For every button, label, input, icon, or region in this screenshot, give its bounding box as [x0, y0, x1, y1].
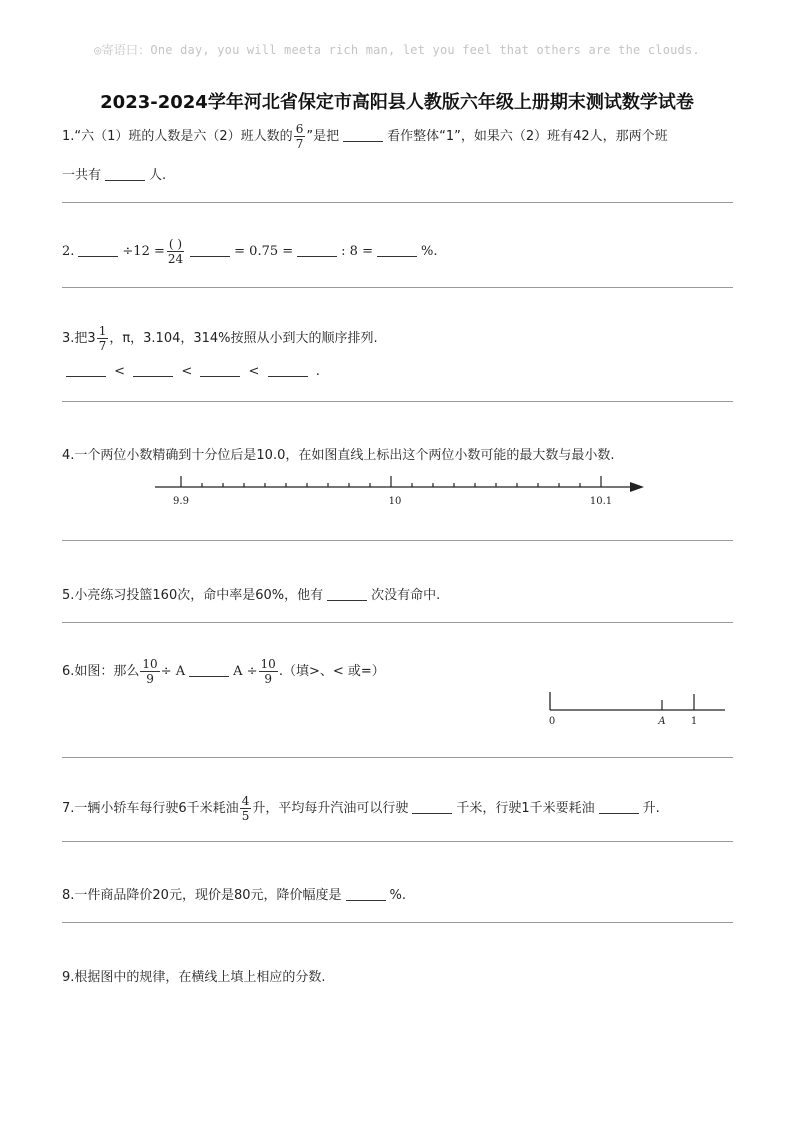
- answer-blank[interactable]: [377, 242, 417, 257]
- less-than-sign: <: [114, 364, 126, 379]
- answer-blank[interactable]: [343, 127, 383, 142]
- q6-text-a: 6.如图：那么: [62, 664, 140, 679]
- question-7: [62, 794, 660, 823]
- q1-text-c: 看作整体“1”，如果六（2）班有42人，那两个班: [387, 129, 668, 144]
- divider: [62, 841, 733, 842]
- q3-text-a: 3.把3: [62, 331, 96, 346]
- question-1-line-1: [62, 122, 668, 151]
- answer-blank[interactable]: [78, 242, 118, 257]
- answer-blank[interactable]: [297, 242, 337, 257]
- tick-label-1: 1: [690, 716, 698, 727]
- question-3-line-1: [62, 324, 378, 353]
- question-8: [62, 884, 406, 903]
- answer-blank[interactable]: [412, 799, 452, 814]
- answer-blank[interactable]: [268, 362, 308, 377]
- q2-text-e: %.: [420, 244, 438, 259]
- question-9: 9.根据图中的规律，在横线上填上相应的分数.: [62, 970, 326, 985]
- q7-text-d: 升.: [642, 801, 660, 816]
- number-line-q6: [545, 688, 730, 728]
- q2-text-d: : 8 =: [341, 244, 373, 259]
- q5-text-a: 5.小亮练习投篮160次，命中率是60%，他有: [62, 588, 324, 603]
- q7-text-a: 7.一辆小轿车每行驶6千米耗油: [62, 801, 239, 816]
- divider: [62, 401, 733, 402]
- tick-label-10.1: 10.1: [589, 496, 613, 507]
- q1-text-e: 人.: [149, 168, 167, 183]
- tick-label-0: 0: [548, 716, 556, 727]
- question-2: [62, 237, 437, 266]
- number-line-q4[interactable]: [150, 472, 650, 512]
- divider: [62, 287, 733, 288]
- q5-text-b: 次没有命中.: [371, 588, 441, 603]
- answer-blank[interactable]: [327, 586, 367, 601]
- fraction: $\frac{10}{9}$: [260, 657, 276, 686]
- divider: [62, 622, 733, 623]
- divider: [62, 540, 733, 541]
- question-1-line-2: [62, 164, 166, 183]
- number-line-ticks: [181, 476, 601, 487]
- q7-text-b: 升，平均每升汽油可以行驶: [252, 801, 409, 816]
- answer-blank[interactable]: [66, 362, 106, 377]
- fraction: $\frac{10}{9}$: [142, 657, 158, 686]
- fraction: $\frac{( )}{24}$: [167, 237, 184, 266]
- document-title: 2023-2024学年河北省保定市高阳县人教版六年级上册期末测试数学试卷: [100, 92, 694, 113]
- q8-text-a: 8.一件商品降价20元，现价是80元，降价幅度是: [62, 888, 342, 903]
- fraction: $\frac{6}{7}$: [295, 122, 304, 151]
- q1-text-d: 一共有: [62, 168, 102, 183]
- less-than-sign: <: [248, 364, 260, 379]
- q6-text-c: A ÷: [233, 664, 258, 679]
- tick-label-10: 10: [388, 496, 402, 507]
- q1-text-b: ”是把: [306, 129, 340, 144]
- q7-text-c: 千米，行驶1千米要耗油: [456, 801, 595, 816]
- answer-blank[interactable]: [105, 166, 145, 181]
- answer-blank[interactable]: [133, 362, 173, 377]
- divider: [62, 922, 733, 923]
- divider: [62, 757, 733, 758]
- question-6: [62, 657, 385, 686]
- q2-text-c: = 0.75 =: [234, 244, 294, 259]
- question-5: [62, 584, 440, 603]
- watermark: ◎寄语曰：One day, you will meeta rich man, let you feel that others are the clouds.: [94, 43, 700, 57]
- q6-text-d: .（填>、< 或=）: [278, 664, 385, 679]
- question-3-line-2: [62, 362, 320, 379]
- answer-blank[interactable]: [346, 886, 386, 901]
- fraction: $\frac{1}{7}$: [98, 324, 107, 353]
- fraction: $\frac{4}{5}$: [241, 794, 250, 823]
- answer-blank[interactable]: [189, 662, 229, 677]
- period: .: [315, 364, 320, 379]
- answer-blank[interactable]: [200, 362, 240, 377]
- q2-text-b: ÷12 =: [122, 244, 165, 259]
- answer-blank[interactable]: [190, 242, 230, 257]
- q1-text-a: 1.“六（1）班的人数是六（2）班人数的: [62, 129, 293, 144]
- tick-label-9.9: 9.9: [173, 496, 189, 507]
- divider: [62, 202, 733, 203]
- arrow-head-icon: [630, 482, 644, 492]
- answer-blank[interactable]: [599, 799, 639, 814]
- q8-text-b: %.: [389, 888, 406, 903]
- less-than-sign: <: [181, 364, 193, 379]
- question-4: 4.一个两位小数精确到十分位后是10.0，在如图直线上标出这个两位小数可能的最大数与最小数.: [62, 448, 615, 463]
- tick-label-a: A: [658, 716, 666, 727]
- q3-text-b: ，π，3.104，314%按照从小到大的顺序排列.: [109, 331, 378, 346]
- q6-text-b: ÷ A: [160, 664, 186, 679]
- q2-number: 2.: [62, 244, 75, 259]
